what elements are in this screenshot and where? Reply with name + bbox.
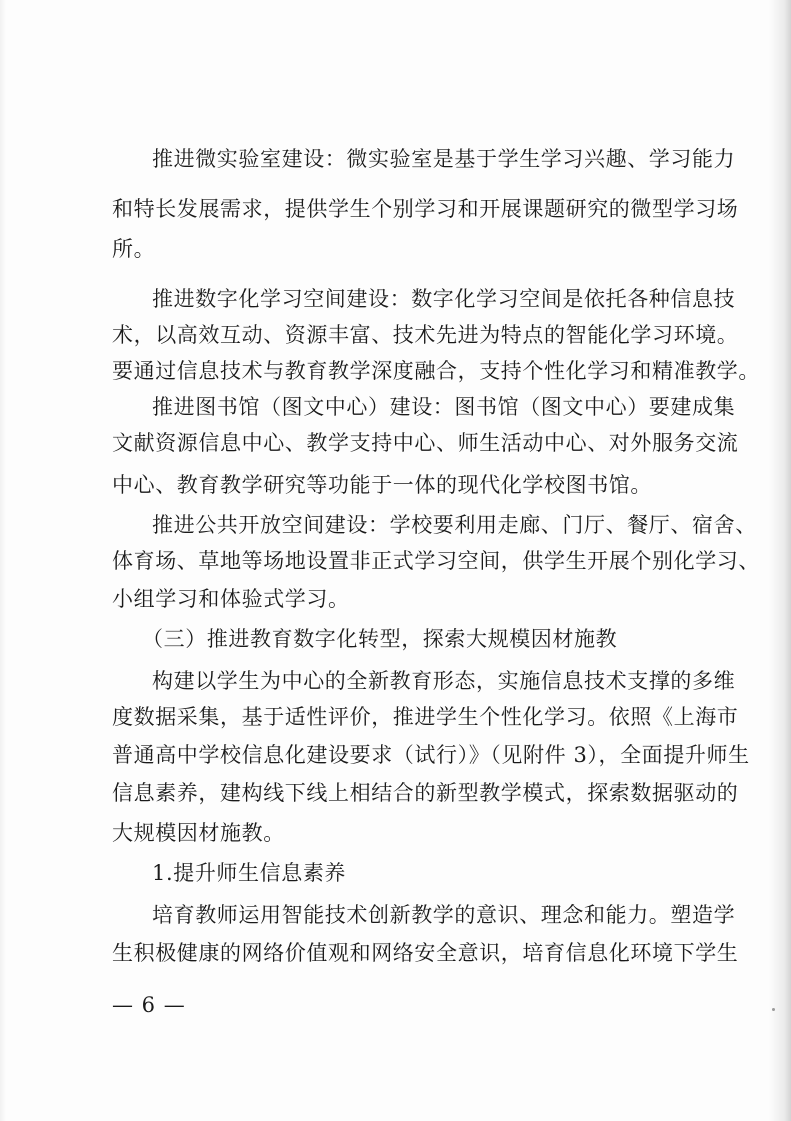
paragraph-line: 推进数字化学习空间建设：数字化学习空间是依托各种信息技: [152, 287, 736, 311]
scan-speck: [772, 1008, 775, 1011]
subsection-heading: 1.提升师生信息素养: [152, 861, 347, 885]
paragraph-line: 体育场、草地等场地设置非正式学习空间，供学生开展个别化学习、: [112, 549, 760, 573]
paragraph-line: 度数据采集，基于适性评价，推进学生个性化学习。依照《上海市: [112, 705, 739, 729]
paragraph-line: 培育教师运用智能技术创新教学的意识、理念和能力。塑造学: [152, 903, 736, 927]
paragraph-line: 大规模因材施教。: [112, 821, 285, 845]
paragraph-line: 信息素养，建构线下线上相结合的新型教学模式，探索数据驱动的: [112, 781, 739, 805]
paragraph-line: 推进公共开放空间建设：学校要利用走廊、门厅、餐厅、宿舍、: [152, 513, 757, 537]
paragraph-line: 中心、教育教学研究等功能于一体的现代化学校图书馆。: [112, 473, 652, 497]
paragraph-line: 术，以高效互动、资源丰富、技术先进为特点的智能化学习环境。: [112, 323, 739, 347]
scan-right-edge: [769, 0, 791, 1121]
page-number: — 6 —: [112, 993, 186, 1017]
paragraph-line: 普通高中学校信息化建设要求（试行）》（见附件 3），全面提升师生: [112, 743, 750, 767]
section-heading: （三）推进教育数字化转型，探索大规模因材施教: [142, 627, 618, 651]
scan-left-edge: [0, 0, 6, 1121]
paragraph-line: 小组学习和体验式学习。: [112, 587, 350, 611]
paragraph-line: 生积极健康的网络价值观和网络安全意识，培育信息化环境下学生: [112, 941, 739, 965]
paragraph-line: 要通过信息技术与教育教学深度融合，支持个性化学习和精准教学。: [112, 359, 760, 383]
paragraph-line: 推进微实验室建设：微实验室是基于学生学习兴趣、学习能力: [152, 147, 736, 171]
paragraph-line: 所。: [112, 237, 156, 261]
paragraph-line: 和特长发展需求，提供学生个别学习和开展课题研究的微型学习场: [112, 197, 739, 221]
paragraph-line: 构建以学生为中心的全新教育形态，实施信息技术支撑的多维: [152, 669, 736, 693]
paragraph-line: 文献资源信息中心、教学支持中心、师生活动中心、对外服务交流: [112, 431, 739, 455]
paragraph-line: 推进图书馆（图文中心）建设：图书馆（图文中心）要建成集: [152, 395, 736, 419]
